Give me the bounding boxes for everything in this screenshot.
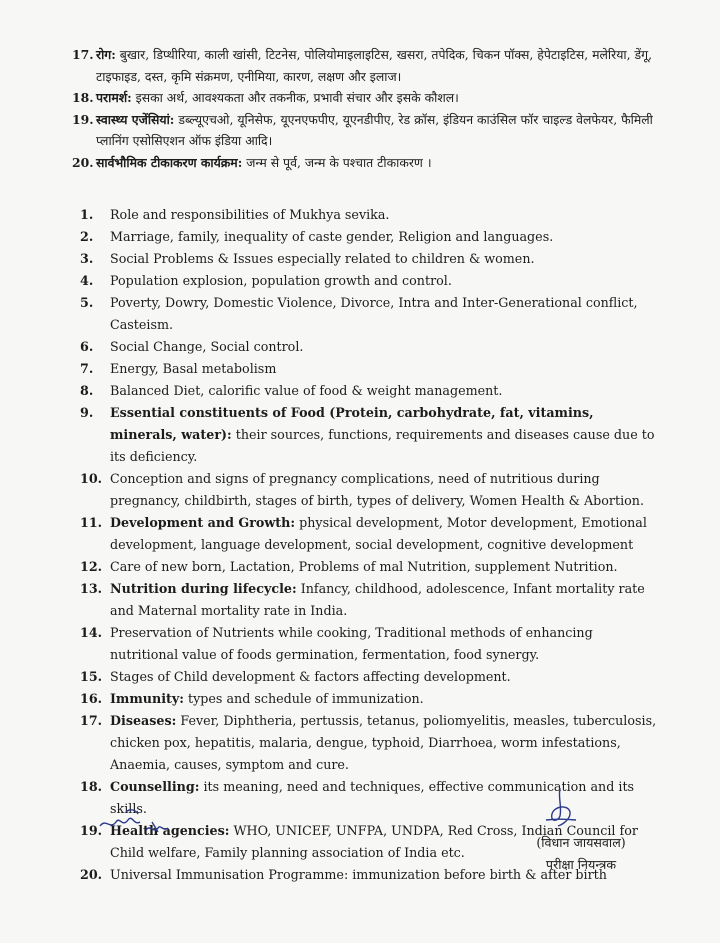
item-body: Balanced Diet, calorific value of food & weight management. — [110, 383, 503, 398]
syllabus-item — [80, 556, 660, 578]
item-body: बुखार, डिप्थीरिया, काली खांसी, टिटनेस, पोलियोमाइलाइटिस, खसरा, तपेदिक, चिकन पॉक्स, हेपेटाइटिस, मलेरिया, डेंगू, टाइफाइड, दस्त, कृमि संक्रमण, एनीमिया, कारण, लक्षण और इलाज। — [96, 47, 653, 84]
item-text — [110, 864, 660, 886]
item-body: their sources, functions, requirements and diseases cause due to its deficiency. — [110, 427, 655, 464]
signatory-name: (विधान जायसवाल) — [536, 835, 626, 850]
item-heading: Diseases: — [110, 713, 177, 728]
item-heading: परामर्श: — [96, 90, 132, 105]
item-body: physical development, Motor development, Emotional development, language development, social development, cognitive development — [110, 515, 647, 552]
item-text — [110, 270, 660, 292]
item-heading: Immunity: — [110, 691, 184, 706]
item-text — [96, 87, 672, 109]
syllabus-item — [80, 248, 660, 270]
item-body: Role and responsibilities of Mukhya sevika. — [110, 207, 390, 222]
item-body: Poverty, Dowry, Domestic Violence, Divorce, Intra and Inter-Generational conflict, Casteism. — [110, 295, 638, 332]
item-body: Infancy, childhood, adolescence, Infant mortality rate and Maternal mortality rate in India. — [110, 581, 645, 618]
item-number: 16. — [80, 691, 103, 706]
item-body: its meaning, need and techniques, effective communication and its skills. — [110, 779, 635, 816]
item-number: 15. — [80, 669, 103, 684]
item-text — [96, 152, 672, 174]
item-body: Social Change, Social control. — [110, 339, 304, 354]
item-text — [110, 688, 660, 710]
hindi-syllabus-list — [72, 44, 672, 173]
item-body: Social Problems & Issues especially related to children & women. — [110, 251, 535, 266]
item-heading: रोग: — [96, 47, 116, 62]
syllabus-item — [80, 270, 660, 292]
item-text — [110, 666, 660, 688]
item-number: 10. — [80, 471, 103, 486]
item-number: 7. — [80, 361, 94, 376]
item-number: 4. — [80, 273, 94, 288]
item-text — [110, 358, 660, 380]
item-text — [110, 512, 660, 556]
syllabus-item — [80, 688, 660, 710]
item-text — [110, 776, 660, 820]
item-heading: सार्वभौमिक टीकाकरण कार्यक्रम: — [96, 154, 243, 170]
item-body: जन्म से पूर्व, जन्म के पश्चात टीकाकरण । — [242, 154, 432, 170]
syllabus-item — [72, 87, 672, 109]
item-text — [110, 380, 660, 402]
item-text — [110, 402, 660, 468]
item-body: types and schedule of immunization. — [183, 691, 424, 706]
syllabus-item — [80, 358, 660, 380]
english-syllabus-list — [80, 204, 660, 886]
item-number: 17. — [72, 47, 94, 62]
syllabus-item — [80, 512, 660, 556]
item-text — [110, 578, 660, 622]
item-number: 20. — [80, 867, 103, 882]
item-body: Marriage, family, inequality of caste gender, Religion and languages. — [110, 229, 554, 244]
syllabus-item — [80, 380, 660, 402]
item-number: 14. — [80, 625, 103, 640]
item-text — [110, 336, 660, 358]
item-number: 8. — [80, 383, 94, 398]
syllabus-item — [80, 292, 660, 336]
item-text — [110, 226, 660, 248]
syllabus-item — [80, 336, 660, 358]
syllabus-item — [80, 468, 660, 512]
item-body: Population explosion, population growth and control. — [110, 273, 452, 288]
item-number: 12. — [80, 559, 103, 574]
item-number: 6. — [80, 339, 94, 354]
item-heading: Development and Growth: — [110, 515, 296, 530]
syllabus-item — [72, 44, 672, 87]
syllabus-item — [80, 402, 660, 468]
item-text — [96, 44, 672, 87]
item-body: Care of new born, Lactation, Problems of mal Nutrition, supplement Nutrition. — [110, 559, 618, 574]
item-body: Preservation of Nutrients while cooking, Traditional methods of enhancing nutritional value of foods germination, fermentation, food synergy. — [110, 625, 593, 662]
item-number: 18. — [72, 90, 94, 105]
item-text — [110, 204, 660, 226]
item-heading: स्वास्थ्य एजेंसियां: — [96, 111, 175, 127]
item-text — [110, 710, 660, 776]
item-number: 19. — [80, 823, 103, 838]
item-text — [96, 109, 672, 152]
signatory-designation: परीक्षा नियन्त्रक — [545, 857, 617, 872]
item-number: 2. — [80, 229, 94, 244]
item-number: 5. — [80, 295, 94, 310]
syllabus-item — [80, 204, 660, 226]
item-heading: Essential constituents of Food (Protein, carbohydrate, fat, vitamins, minerals, water): — [110, 405, 594, 442]
item-heading: Health agencies: — [110, 823, 230, 838]
item-body: डब्ल्यूएचओ, यूनिसेफ, यूएनएफपीए, यूएनडीपीए, रेड क्रॉस, इंडियन काउंसिल फॉर चाइल्ड वेलफेयर, फैमिली प्लानिंग एसोसिएशन ऑफ इंडिया आदि। — [96, 111, 653, 148]
item-text — [110, 820, 660, 864]
syllabus-item — [80, 666, 660, 688]
item-body: Conception and signs of pregnancy complications, need of nutritious during pregnancy, childbirth, stages of birth, types of delivery, Women Health & Abortion. — [110, 471, 644, 508]
item-body: Energy, Basal metabolism — [110, 361, 277, 376]
item-number: 19. — [72, 111, 94, 127]
syllabus-item — [80, 710, 660, 776]
syllabus-item — [72, 152, 672, 174]
item-number: 1. — [80, 207, 94, 222]
syllabus-item — [72, 109, 672, 152]
item-text — [110, 468, 660, 512]
item-number: 13. — [80, 581, 103, 596]
syllabus-item — [80, 776, 660, 820]
item-heading: Counselling: — [110, 779, 200, 794]
item-number: 11. — [80, 515, 103, 530]
item-number: 18. — [80, 779, 103, 794]
item-number: 17. — [80, 713, 103, 728]
item-heading: Nutrition during lifecycle: — [110, 581, 297, 596]
item-text — [110, 622, 660, 666]
item-body: Fever, Diphtheria, pertussis, tetanus, poliomyelitis, measles, tuberculosis, chicken pox, hepatitis, malaria, dengue, typhoid, Diarrhoea, worm infestations, Anaemia, causes, symptom and cure. — [110, 713, 657, 772]
item-number: 3. — [80, 251, 94, 266]
item-body: WHO, UNICEF, UNFPA, UNDPA, Red Cross, Indian Council for Child welfare, Family planning association of India etc. — [110, 823, 638, 860]
item-number: 9. — [80, 405, 94, 420]
item-body: इसका अर्थ, आवश्यकता और तकनीक, प्रभावी संचार और इसके कौशल। — [131, 90, 459, 105]
syllabus-item — [80, 578, 660, 622]
syllabus-item — [80, 226, 660, 248]
syllabus-item — [80, 864, 660, 886]
item-text — [110, 292, 660, 336]
syllabus-item — [80, 820, 660, 864]
item-body: Universal Immunisation Programme: immunization before birth & after birth — [110, 867, 607, 882]
item-body: Stages of Child development & factors affecting development. — [110, 669, 511, 684]
syllabus-item — [80, 622, 660, 666]
item-text — [110, 248, 660, 270]
item-number: 20. — [72, 154, 94, 170]
item-text — [110, 556, 660, 578]
